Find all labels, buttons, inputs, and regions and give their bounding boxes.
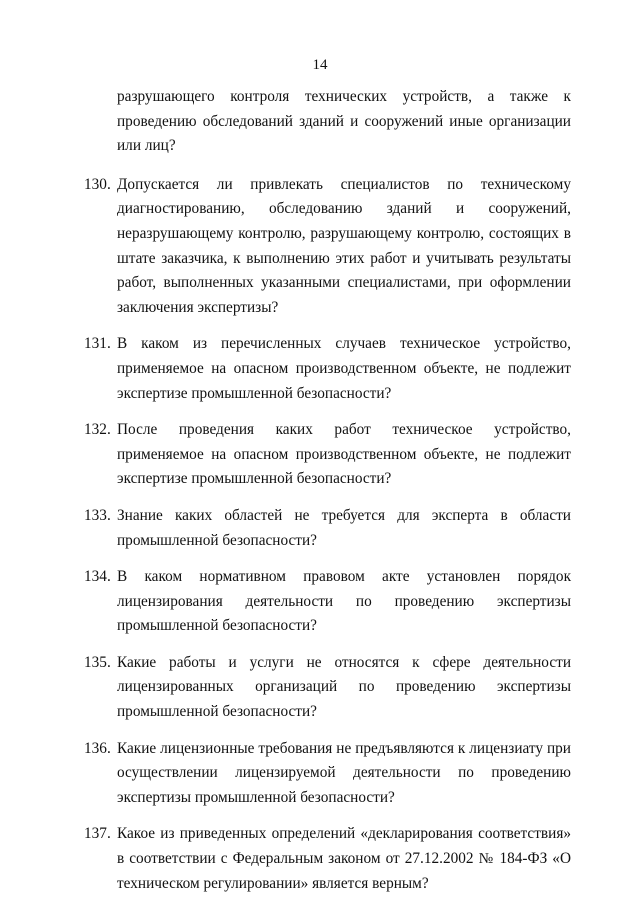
question-number: 132. — [84, 421, 111, 439]
question-text: Какое из приведенных определений «декларирования соответствия» в соответствии с Федеральным законом от 27.12.2002 № 184-ФЗ «О техническом регулировании» является верным? — [117, 825, 571, 892]
question-number: 133. — [84, 506, 111, 524]
question-number: 130. — [84, 175, 111, 193]
question-text: Какие лицензионные требования не предъявляются к лицензиату при осуществлении лицензируемой деятельности по проведению экспертизы промышленной безопасности? — [117, 739, 571, 806]
question-number: 131. — [84, 335, 111, 353]
continued-paragraph: разрушающего контроля технических устройств, а также к проведению обследований зданий и сооружений иные организации или лиц? — [117, 88, 571, 155]
question-number: 134. — [84, 568, 111, 586]
question-item — [84, 737, 571, 811]
question-text: В каком нормативном правовом акте установлен порядок лицензирования деятельности по проведению экспертизы промышленной безопасности? — [117, 568, 571, 635]
question-number: 137. — [84, 825, 111, 843]
question-text: После проведения каких работ техническое устройство, применяемое на опасном производственном объекте, не подлежит экспертизе промышленной безопасности? — [117, 421, 571, 488]
question-item — [84, 565, 571, 639]
page-number: 14 — [312, 57, 328, 73]
question-text: Какие работы и услуги не относятся к сфере деятельности лицензированных организаций по проведению экспертизы промышленной безопасности? — [117, 653, 571, 721]
question-item — [84, 173, 571, 321]
question-item — [84, 504, 571, 553]
question-text: Знание каких областей не требуется для эксперта в области промышленной безопасности? — [117, 506, 571, 549]
question-number: 136. — [84, 739, 111, 757]
question-text: Допускается ли привлекать специалистов по техническому диагностированию, обследованию зданий и сооружений, неразрушающему контролю, разрушающему контролю, состоящих в штате заказчика, к выполнению этих работ и учитывать результаты работ, выполненных указанными специалистами, при оформлении заключения экспертизы? — [117, 175, 571, 316]
question-item — [84, 332, 571, 406]
question-number: 135. — [84, 653, 111, 671]
question-item — [84, 822, 571, 896]
question-item — [84, 418, 571, 492]
question-text: В каком из перечисленных случаев техническое устройство, применяемое на опасном производственном объекте, не подлежит экспертизе промышленной безопасности? — [117, 335, 571, 402]
question-list — [84, 85, 571, 908]
question-item — [84, 651, 571, 725]
